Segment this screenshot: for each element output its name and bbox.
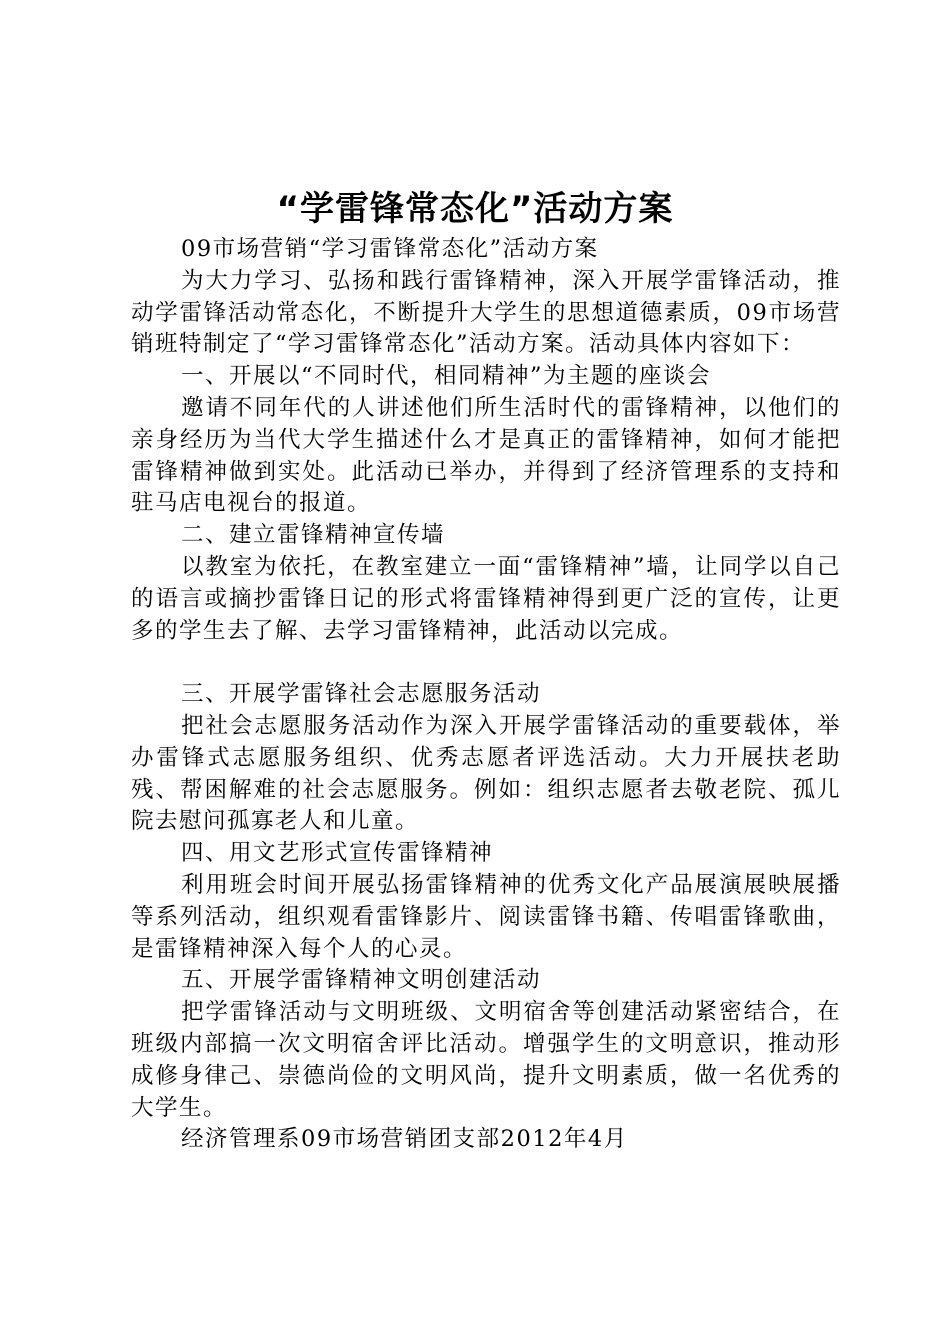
section-heading-2: 二、建立雷锋精神宣传墙	[181, 522, 446, 549]
section-body-5: 把学雷锋活动与文明班级、文明宿舍等创建活动紧密结合，在班级内部搞一次文明宿舍评比活动。增强学生的文明意识，推动形成修身律己、崇德尚俭的文明风尚，提升文明素质，做一名优秀的大学生。	[131, 999, 841, 1121]
document-body	[131, 234, 841, 1156]
section-body-4: 利用班会时间开展弘扬雷锋精神的优秀文化产品展演展映展播等系列活动，组织观看雷锋影片、阅读雷锋书籍、传唱雷锋歌曲，是雷锋精神深入每个人的心灵。	[131, 871, 841, 962]
section-body-3: 把社会志愿服务活动作为深入开展学雷锋活动的重要载体，举办雷锋式志愿服务组织、优秀志愿者评选活动。大力开展扶老助残、帮困解难的社会志愿服务。例如：组织志愿者去敬老院、孤儿院去慰问孤寡老人和儿童。	[131, 712, 841, 835]
intro-paragraph: 为大力学习、弘扬和践行雷锋精神，深入开展学雷锋活动，推动学雷锋活动常态化，不断提升大学生的思想道德素质，09市场营销班特制定了“学习雷锋常态化”活动方案。活动具体内容如下：	[131, 267, 841, 358]
section-body-1: 邀请不同年代的人讲述他们所生活时代的雷锋精神，以他们的亲身经历为当代大学生描述什么才是真正的雷锋精神，如何才能把雷锋精神做到实处。此活动已举办，并得到了经济管理系的支持和驻马店电视台的报道。	[131, 394, 841, 517]
section-heading-4: 四、用文艺形式宣传雷锋精神	[181, 840, 494, 867]
section-heading-3: 三、开展学雷锋社会志愿服务活动	[181, 681, 542, 708]
section-heading-1: 一、开展以“不同时代，相同精神”为主题的座谈会	[181, 363, 712, 390]
subtitle-line: 09市场营销“学习雷锋常态化”活动方案	[181, 236, 599, 262]
section-body-2: 以教室为依托，在教室建立一面“雷锋精神”墙，让同学以自己的语言或摘抄雷锋日记的形式将雷锋精神得到更广泛的宣传，让更多的学生去了解、去学习雷锋精神，此活动以完成。	[131, 553, 841, 644]
document-title: “学雷锋常态化”活动方案	[276, 189, 674, 229]
blank-line	[131, 647, 841, 679]
section-heading-5: 五、开展学雷锋精神文明创建活动	[181, 967, 542, 994]
signature-line: 经济管理系09市场营销团支部2012年4月	[181, 1126, 628, 1153]
